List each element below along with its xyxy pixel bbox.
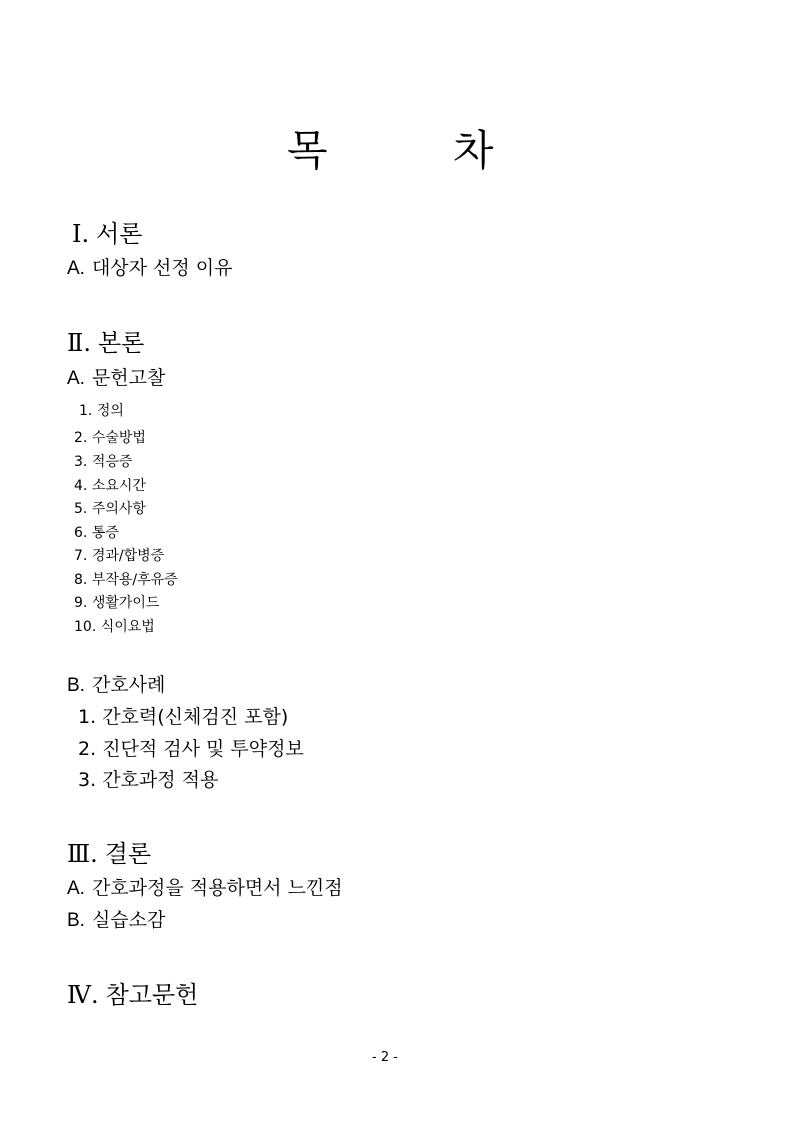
section-3-heading bbox=[67, 842, 151, 866]
section-1-heading bbox=[72, 222, 142, 246]
section-3-item-b bbox=[67, 911, 165, 930]
section-3-label: 결론 bbox=[104, 840, 152, 868]
item-label: 간호과정을 적용하면서 느낀점 bbox=[91, 877, 343, 899]
section-1-item-a bbox=[67, 259, 233, 278]
list-item: 9. 생활가이드 bbox=[74, 595, 160, 611]
list-item: 1. 정의 bbox=[79, 403, 124, 419]
item-marker: B. bbox=[67, 675, 85, 696]
list-item: 2. 진단적 검사 및 투약정보 bbox=[78, 738, 304, 760]
section-4-number: Ⅳ. bbox=[67, 981, 99, 1009]
list-item: 3. 간호과정 적용 bbox=[78, 769, 219, 791]
title-left-char: 목 bbox=[287, 126, 328, 175]
item-label: 간호사례 bbox=[91, 674, 166, 696]
section-3-number: Ⅲ. bbox=[67, 840, 98, 868]
section-4-heading bbox=[67, 983, 198, 1007]
section-1-number: Ⅰ. bbox=[72, 220, 90, 248]
list-item: 10. 식이요법 bbox=[74, 619, 155, 635]
list-item: 2. 수술방법 bbox=[74, 430, 146, 446]
item-marker: A. bbox=[67, 878, 85, 899]
list-item: 4. 소요시간 bbox=[74, 478, 146, 494]
list-item: 8. 부작용/후유증 bbox=[74, 572, 178, 588]
section-2-label: 본론 bbox=[97, 329, 145, 357]
list-item: 1. 간호력(신체검진 포함) bbox=[78, 706, 289, 728]
page-number: - 2 - bbox=[372, 1050, 398, 1065]
item-marker: A. bbox=[67, 258, 85, 279]
section-4-label: 참고문헌 bbox=[105, 981, 199, 1009]
list-item: 3. 적응증 bbox=[74, 454, 133, 470]
section-3-item-a bbox=[67, 879, 343, 898]
title-right-char: 차 bbox=[453, 126, 494, 175]
list-item: 5. 주의사항 bbox=[74, 501, 146, 517]
list-item: 7. 경과/합병증 bbox=[74, 548, 165, 564]
section-2-heading bbox=[67, 331, 144, 355]
item-marker: B. bbox=[67, 910, 85, 931]
item-marker: A. bbox=[67, 368, 85, 389]
item-label: 문헌고찰 bbox=[91, 367, 166, 389]
item-label: 실습소감 bbox=[91, 909, 166, 931]
section-1-label: 서론 bbox=[96, 220, 143, 248]
item-label: 대상자 선정 이유 bbox=[91, 257, 233, 279]
section-2-item-b bbox=[67, 676, 165, 695]
list-item: 6. 통증 bbox=[74, 525, 119, 541]
section-2-number: Ⅱ. bbox=[67, 329, 91, 357]
section-2-item-a bbox=[67, 369, 165, 388]
